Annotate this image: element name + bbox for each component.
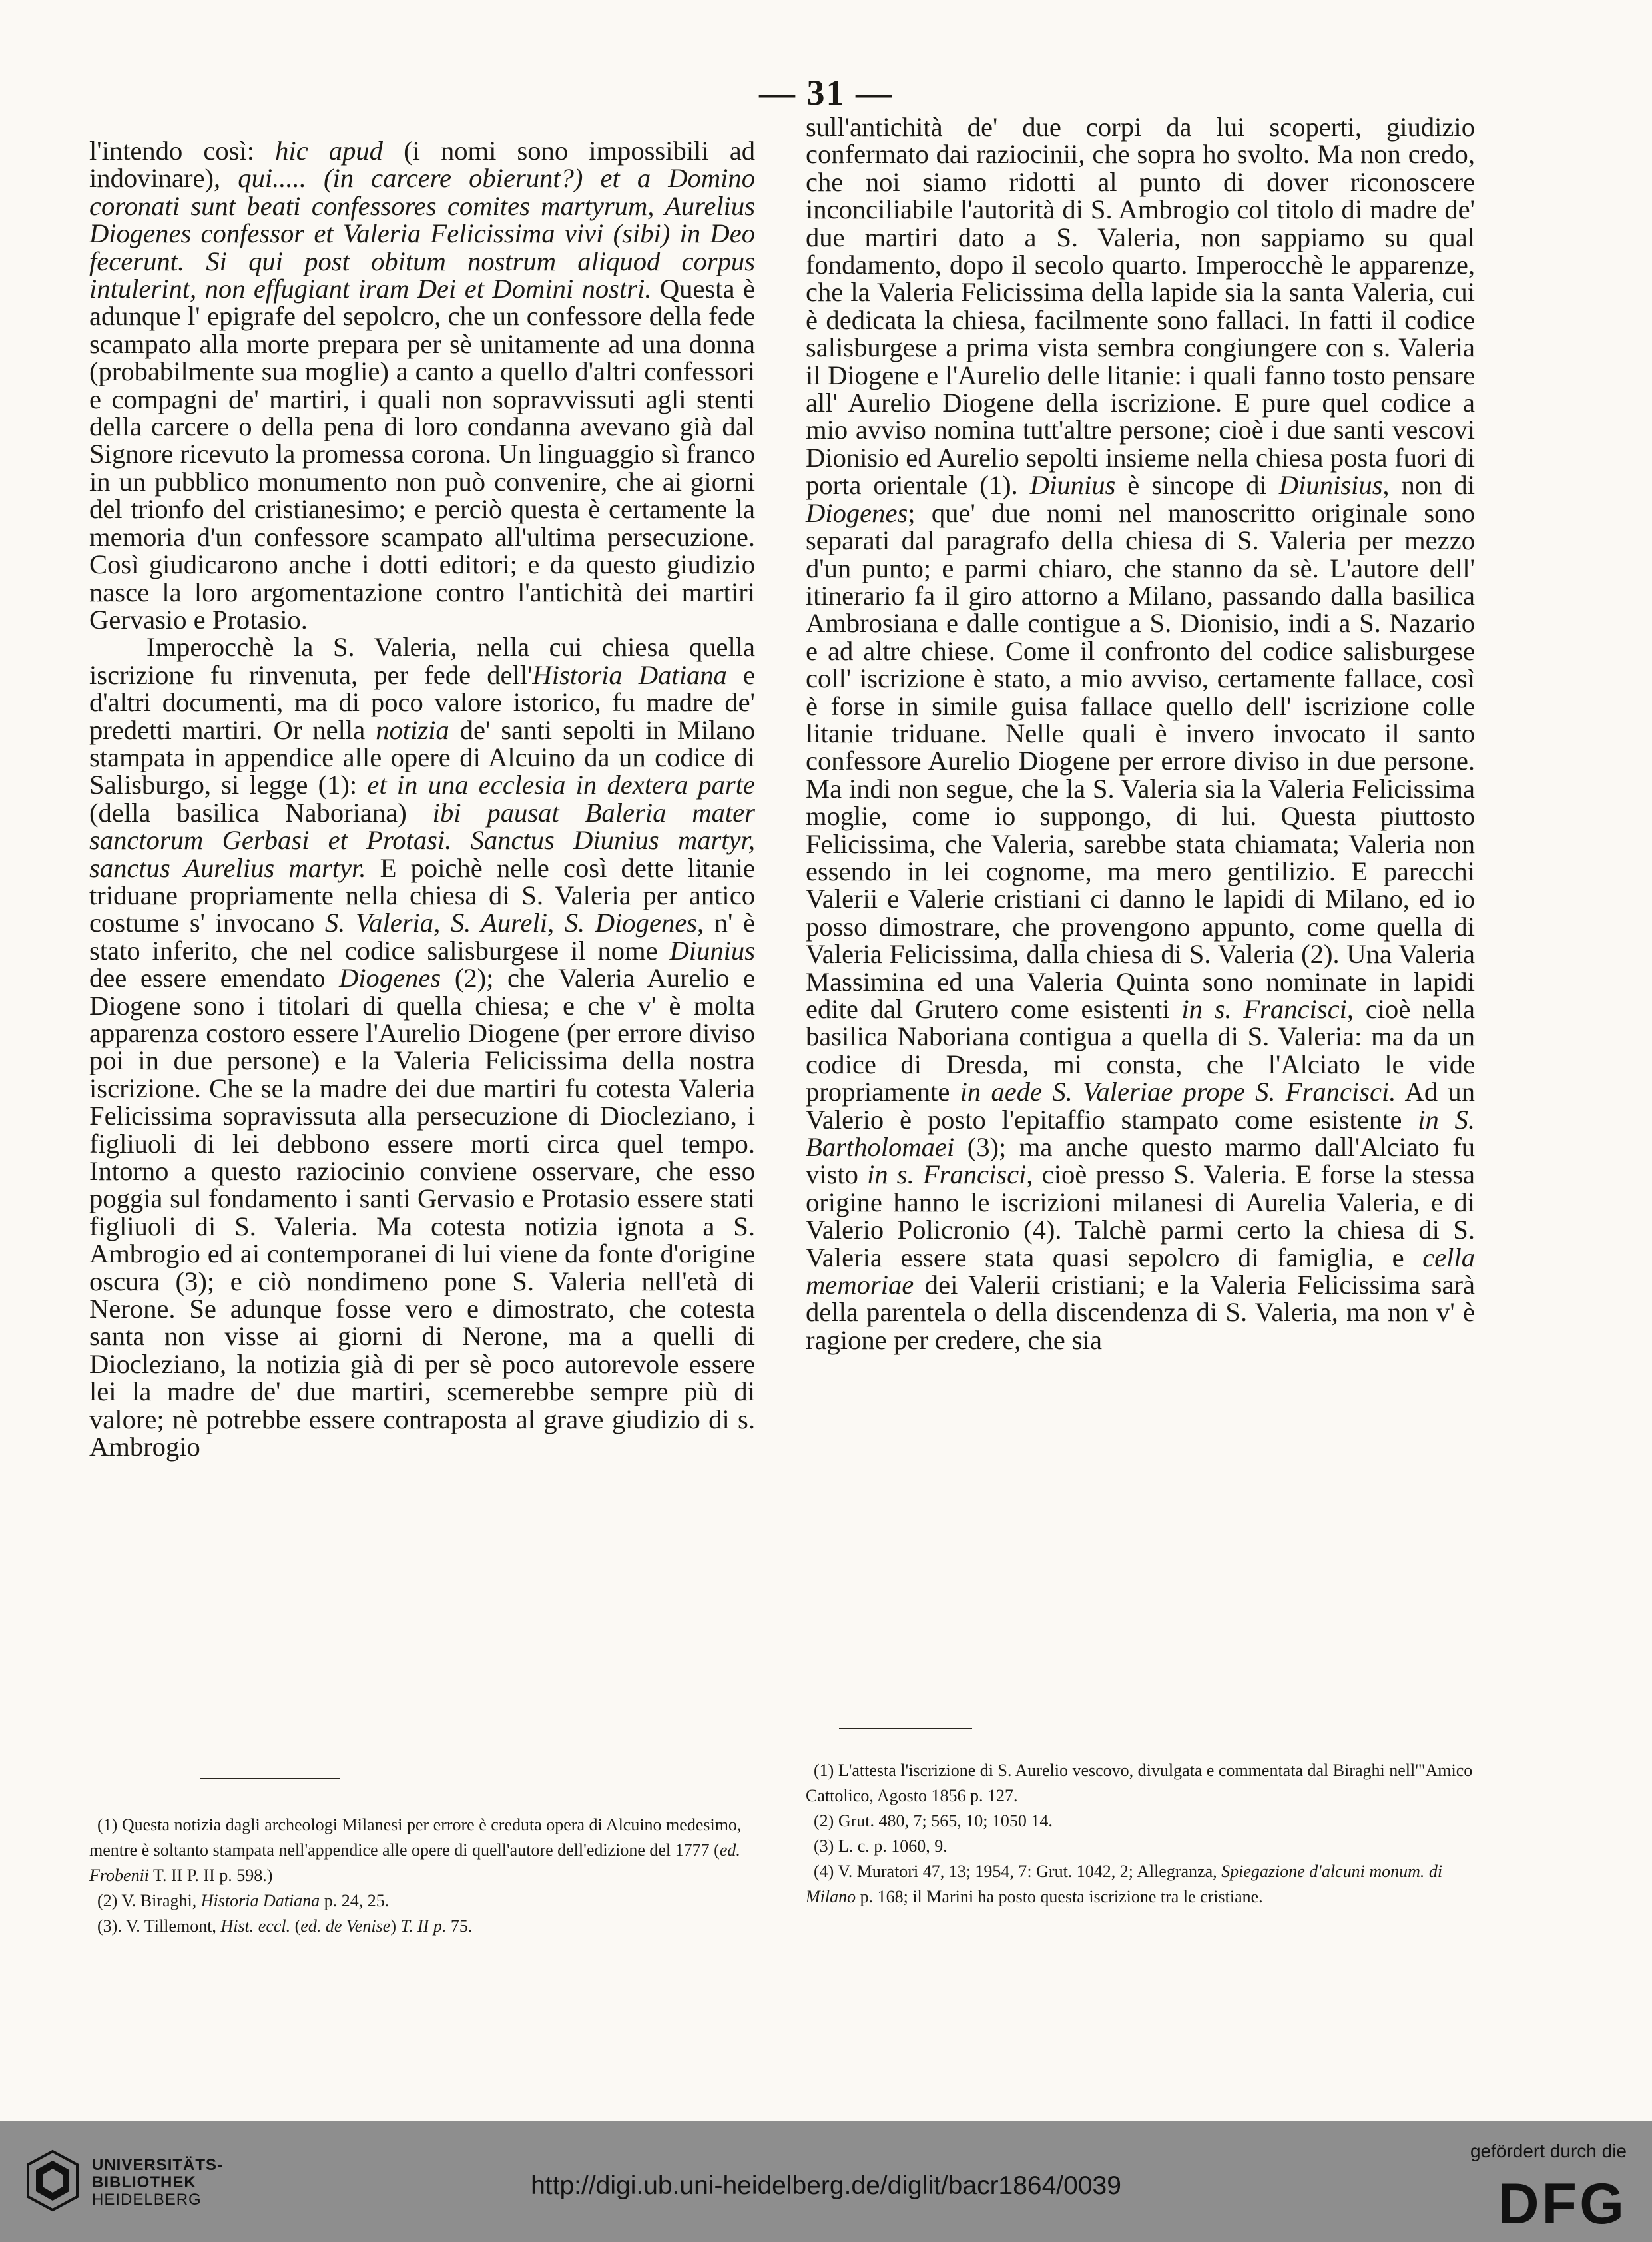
footnote-right-2: (2) Grut. 480, 7; 565, 10; 1050 14. [814,1811,1053,1830]
library-name-line-1: UNIVERSITÄTS- [92,2156,224,2174]
viewer-footer-bar [0,2121,1652,2242]
footnote-divider-right [839,1728,972,1729]
library-name-line-2: BIBLIOTHEK [92,2173,196,2191]
left-paragraph-2: Imperocchè la S. Valeria, nella cui chiesa quella iscrizione fu rinvenuta, per fede dell'Historia Datiana e d'altri documenti, ma di poco valore istorico, fu madre de' predetti martiri. Or nella notizia de' santi sepolti in Milano stampata in appendice alle opere di Alcuino da un codice di Salisburgo, si legge (1): et in una ecclesia in dextera parte (della basilica Naboriana) ibi pausat Baleria mater sanctorum Gerbasi et Protasi. Sanctus Diunius martyr, sanctus Aurelius martyr. E poichè nelle così dette litanie triduane propriamente nella chiesa di S. Valeria per antico costume s' invocano S. Valeria, S. Aureli, S. Diogenes, n' è stato inferito, che nel codice salisburgese il nome Diunius dee essere emendato Diogenes (2); che Valeria Aurelio e Diogene sono i titolari di quella chiesa; e che v' è molta apparenza costoro essere l'Aurelio Diogene (per errore diviso poi in due persone) e la Valeria Felicissima della nostra iscrizione. Che se la madre dei due martiri fu cotesta Valeria Felicissima sopravissuta alla persecuzione di Diocleziano, i figliuoli di lei debbono essere morti circa quel tempo. Intorno a questo raziocinio conviene osservare, che esso poggia sul fondamento i santi Gervasio e Protasio essere stati figliuoli di S. Valeria. Ma cotesta notizia ignota a S. Ambrogio ed ai contemporanei di lui viene da fonte d'origine oscura (3); e ciò nondimeno pone S. Valeria nell'età di Nerone. Se adunque fosse vero e dimostrato, che cotesta santa non visse ai giorni di Nerone, ma a quelli di Diocleziano, la notizia già di per sè poco autorevole essere lei la madre de' due martiri, scemerebbe sempre più di valore; nè potrebbe essere contraposta al grave giudizio di s. Ambrogio [89,632,756,1462]
footnote-right-1: (1) L'attesta l'iscrizione di S. Aurelio vescovo, divulgata e commentata dal Biraghi nell'"Amico Cattolico, Agosto 1856 p. 127. [806,1761,1473,1805]
footnotes-left [89,1813,755,1939]
right-column [806,113,1475,1354]
page-number: — 31 — [759,73,893,113]
footnote-left-3: (3). V. Tillemont, Hist. eccl. (ed. de Venise) T. II p. 75. [97,1916,473,1936]
footnote-left-1: (1) Questa notizia dagli archeologi Milanesi per errore è creduta opera di Alcuino medesimo, mentre è soltanto stampata nell'appendice alle opere di quell'autore dell'edizione del 1777 (ed. Frobenii T. II P. II p. 598.) [89,1815,742,1885]
footnote-divider-left [200,1778,340,1779]
library-name-line-3: HEIDELBERG [92,2191,202,2209]
left-column [89,137,755,1461]
footnotes-right [806,1758,1475,1910]
right-paragraph-1: sull'antichità de' due corpi da lui scoperti, giudizio confermato dai raziocinii, che sopra ho svolto. Ma non credo, che noi siamo ridotti al punto di dover riconoscere inconciliabile l'autorità di S. Ambrogio col titolo di madre de' due martiri dato a S. Valeria, non sappiamo su qual fondamento, dopo il secolo quarto. Imperocchè le apparenze, che la Valeria Felicissima della lapide sia la santa Valeria, cui è dedicata la chiesa, facilmente sono fallaci. In fatti il codice salisburgese a prima vista sembra congiungere con s. Valeria il Diogene e l'Aurelio delle litanie: i quali fanno tosto pensare all' Aurelio Diogene della iscrizione. E pure quel codice a mio avviso nomina tutt'altre persone; cioè i due santi vescovi Dionisio ed Aurelio sepolti insieme nella chiesa posta fuori di porta orientale (1). Diunius è sincope di Diunisius, non di Diogenes; que' due nomi nel manoscritto originale sono separati dal paragrafo della chiesa di S. Valeria per mezzo d'un punto; e parmi chiaro, che stanno da sè. L'autore dell' itinerario fa il giro attorno a Milano, passando dalla basilica Ambrosiana e dalle contigue a S. Dionisio, indi a S. Nazario e ad altre chiese. Come il confronto del codice salisburgese coll' iscrizione è stato, a mio avviso, certamente fallace, così è forse in simile guisa fallace quello dell' iscrizione colle litanie triduane. Nelle quali è invero invocato il santo confessore Aurelio Diogene per errore diviso in due persone. Ma indi non segue, che la S. Valeria sia la Valeria Felicissima moglie, come io suppongo, di lui. Questa piuttosto Felicissima, che Valeria, sarebbe stata chiamata; Valeria non essendo in lei cognome, ma mero gentilizio. E parecchi Valerii e Valerie cristiani ci danno le lapidi di Milano, ed io posso dimostrare, che provengono appunto, come quella di Valeria Felicissima, dalla chiesa di S. Valeria (2). Una Valeria Massimina ed una Valeria Quinta sono nominate in lapidi edite dal Grutero come esistenti in s. Francisci, cioè nella basilica Naboriana contigua a quella di S. Valeria: ma da un codice di Dresda, mi consta, che l'Alciato le vide propriamente in aede S. Valeriae prope S. Francisci. Ad un Valerio è posto l'epitaffio stampato come esistente in S. Bartholomaei (3); ma anche questo marmo dall'Alciato fu visto in s. Francisci, cioè presso S. Valeria. E forse la stessa origine hanno le iscrizioni milanesi di Aurelia Valeria, e di Valerio Policronio (4). Talchè parmi certo la chiesa di S. Valeria essere stata quasi sepolcro di famiglia, e cella memoriae dei Valerii cristiani; e la Valeria Felicissima sarà della parentela o della discendenza di S. Valeria, ma non v' è ragione per credere, che sia [806,112,1475,1355]
svg-text:DFG: DFG [1498,2177,1627,2229]
footnote-right-4: (4) V. Muratori 47, 13; 1954, 7: Grut. 1042, 2; Allegranza, Spiegazione d'alcuni monum. di Milano p. 168; il Marini ha posto questa iscrizione tra le cristiane. [806,1862,1443,1906]
left-paragraph-1: l'intendo così: hic apud (i nomi sono impossibili ad indovinare), qui..... (in carcere obierunt?) et a Domino coronati sunt beati confessores comites martyrum, Aurelius Diogenes confessor et Valeria Felicissima vivi (sibi) in Deo fecerunt. Si qui post obitum nostrum aliquod corpus intulerint, non effugiant iram Dei et Domini nostri. Questa è adunque l' epigrafe del sepolcro, che un confessore della fede scampato alla morte prepara per sè unitamente ad una donna (probabilmente sua moglie) a canto a quello d'altri confessori e compagni de' martiri, i quali non sopravvissuti agli stenti della carcere o della pena di loro condanna avevano già dal Signore ricevuto la promessa corona. Un linguaggio sì franco in un pubblico monumento non può convenire, che ai giorni del trionfo del cristianesimo; e perciò questa è certamente la memoria d'un confessore scampato all'ultima persecuzione. Così giudicarono anche i dotti editori; e da questo giudizio nasce la loro argomentazione contro l'antichità dei martiri Gervasio e Protasio. [89,136,755,635]
dfg-logo [1460,2177,1627,2229]
sponsor-text: gefördert durch die [1470,2141,1627,2161]
footnote-left-2: (2) V. Biraghi, Historia Datiana p. 24, 25. [97,1891,390,1910]
footnote-right-3: (3) L. c. p. 1060, 9. [814,1836,948,1856]
document-url-link[interactable]: http://digi.ub.uni-heidelberg.de/diglit/bacr1864/0039 [531,2171,1121,2200]
